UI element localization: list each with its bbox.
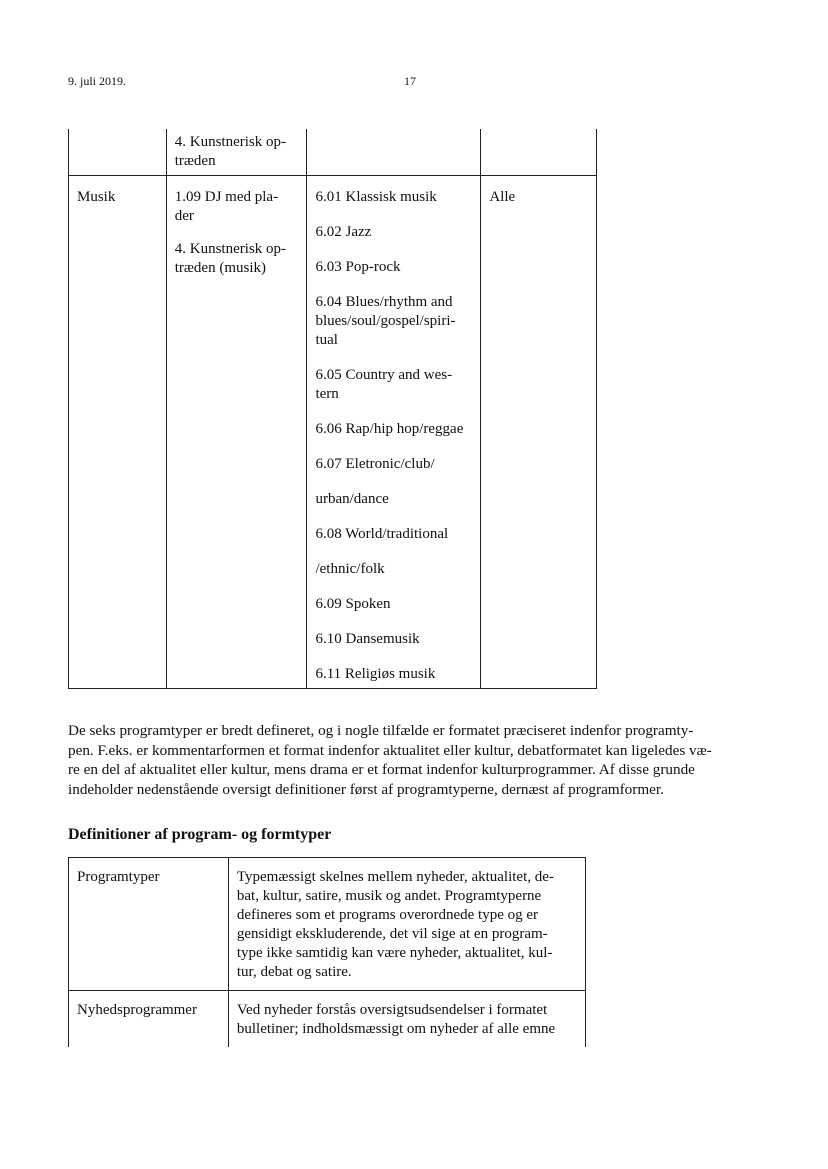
- music-program-table: [68, 129, 597, 689]
- audience-cell: [481, 176, 597, 689]
- format-item: 1.09 DJ med pla- der: [174, 189, 279, 224]
- definition-text: Ved nyheder forstås oversigtsudsendelser i formatet bulletiner; indholdsmæssigt om nyheder af alle emne: [236, 1002, 556, 1037]
- table-cell: [166, 129, 307, 176]
- section-heading: Definitioner af program- og formtyper: [68, 826, 332, 843]
- subgenre-item: 6.07 Eletronic/club/: [315, 456, 435, 472]
- subgenre-item: 6.10 Dansemusik: [315, 631, 420, 647]
- definition-text: Typemæssigt skelnes mellem nyheder, aktualitet, de- bat, kultur, satire, musik og andet. Programtyperne defineres som et programs overordnede type og er gensidigt ekskluderende, det vil sige at en program- type ikke samtidig kan være nyheder, aktualitet, kul- tur, debat og satire.: [236, 869, 554, 980]
- page-number: 17: [404, 74, 416, 88]
- table-row: [69, 176, 597, 689]
- table-cell: [69, 129, 167, 176]
- definition-cell: [228, 858, 585, 991]
- table-cell: [307, 129, 481, 176]
- table-cell: [481, 129, 597, 176]
- definition-cell: [228, 991, 585, 1048]
- subgenre-item: 6.08 World/traditional: [315, 526, 449, 542]
- format-cell: [166, 176, 307, 689]
- subgenre-item: 6.01 Klassisk musik: [315, 189, 437, 205]
- subgenre-item: 6.11 Religiøs musik: [315, 666, 436, 682]
- term-cell: [69, 858, 229, 991]
- table-row: [69, 991, 586, 1048]
- term-cell: [69, 991, 229, 1048]
- subgenre-item: 6.04 Blues/rhythm and blues/soul/gospel/spiri- tual: [315, 294, 456, 348]
- subgenre-item: 6.09 Spoken: [315, 596, 391, 612]
- cell-text: 4. Kunstnerisk op- træden: [174, 134, 287, 169]
- audience-label: Alle: [489, 189, 516, 205]
- term-label: Nyhedsprogrammer: [77, 1002, 197, 1018]
- format-item: 4. Kunstnerisk op- træden (musik): [174, 241, 287, 276]
- subgenre-item: 6.05 Country and wes- tern: [315, 367, 453, 402]
- genre-cell: [69, 176, 167, 689]
- subgenre-item: urban/dance: [315, 491, 389, 507]
- table-row: [69, 858, 586, 991]
- header-date: 9. juli 2019.: [68, 74, 127, 88]
- definitions-table: [68, 857, 586, 1047]
- subgenre-item: /ethnic/folk: [315, 561, 385, 577]
- subgenre-item: 6.06 Rap/hip hop/reggae: [315, 421, 464, 437]
- genre-label: Musik: [77, 189, 116, 205]
- subgenre-cell: [307, 176, 481, 689]
- body-paragraph: De seks programtyper er bredt defineret, og i nogle tilfælde er formatet præciseret indenfor programty- pen. F.eks. er kommentarformen et format indenfor aktualitet eller kultur, debatformatet kan ligeledes væ- re en del af aktualitet eller kultur, mens drama er et format indenfor kulturprogrammer. Af disse grunde indeholder nedenstående oversigt definitioner først af programtyperne, dernæst af programformer.: [68, 722, 712, 798]
- subgenre-item: 6.03 Pop-rock: [315, 259, 401, 275]
- table-row: [69, 129, 597, 176]
- subgenre-item: 6.02 Jazz: [315, 224, 372, 240]
- term-label: Programtyper: [77, 869, 160, 885]
